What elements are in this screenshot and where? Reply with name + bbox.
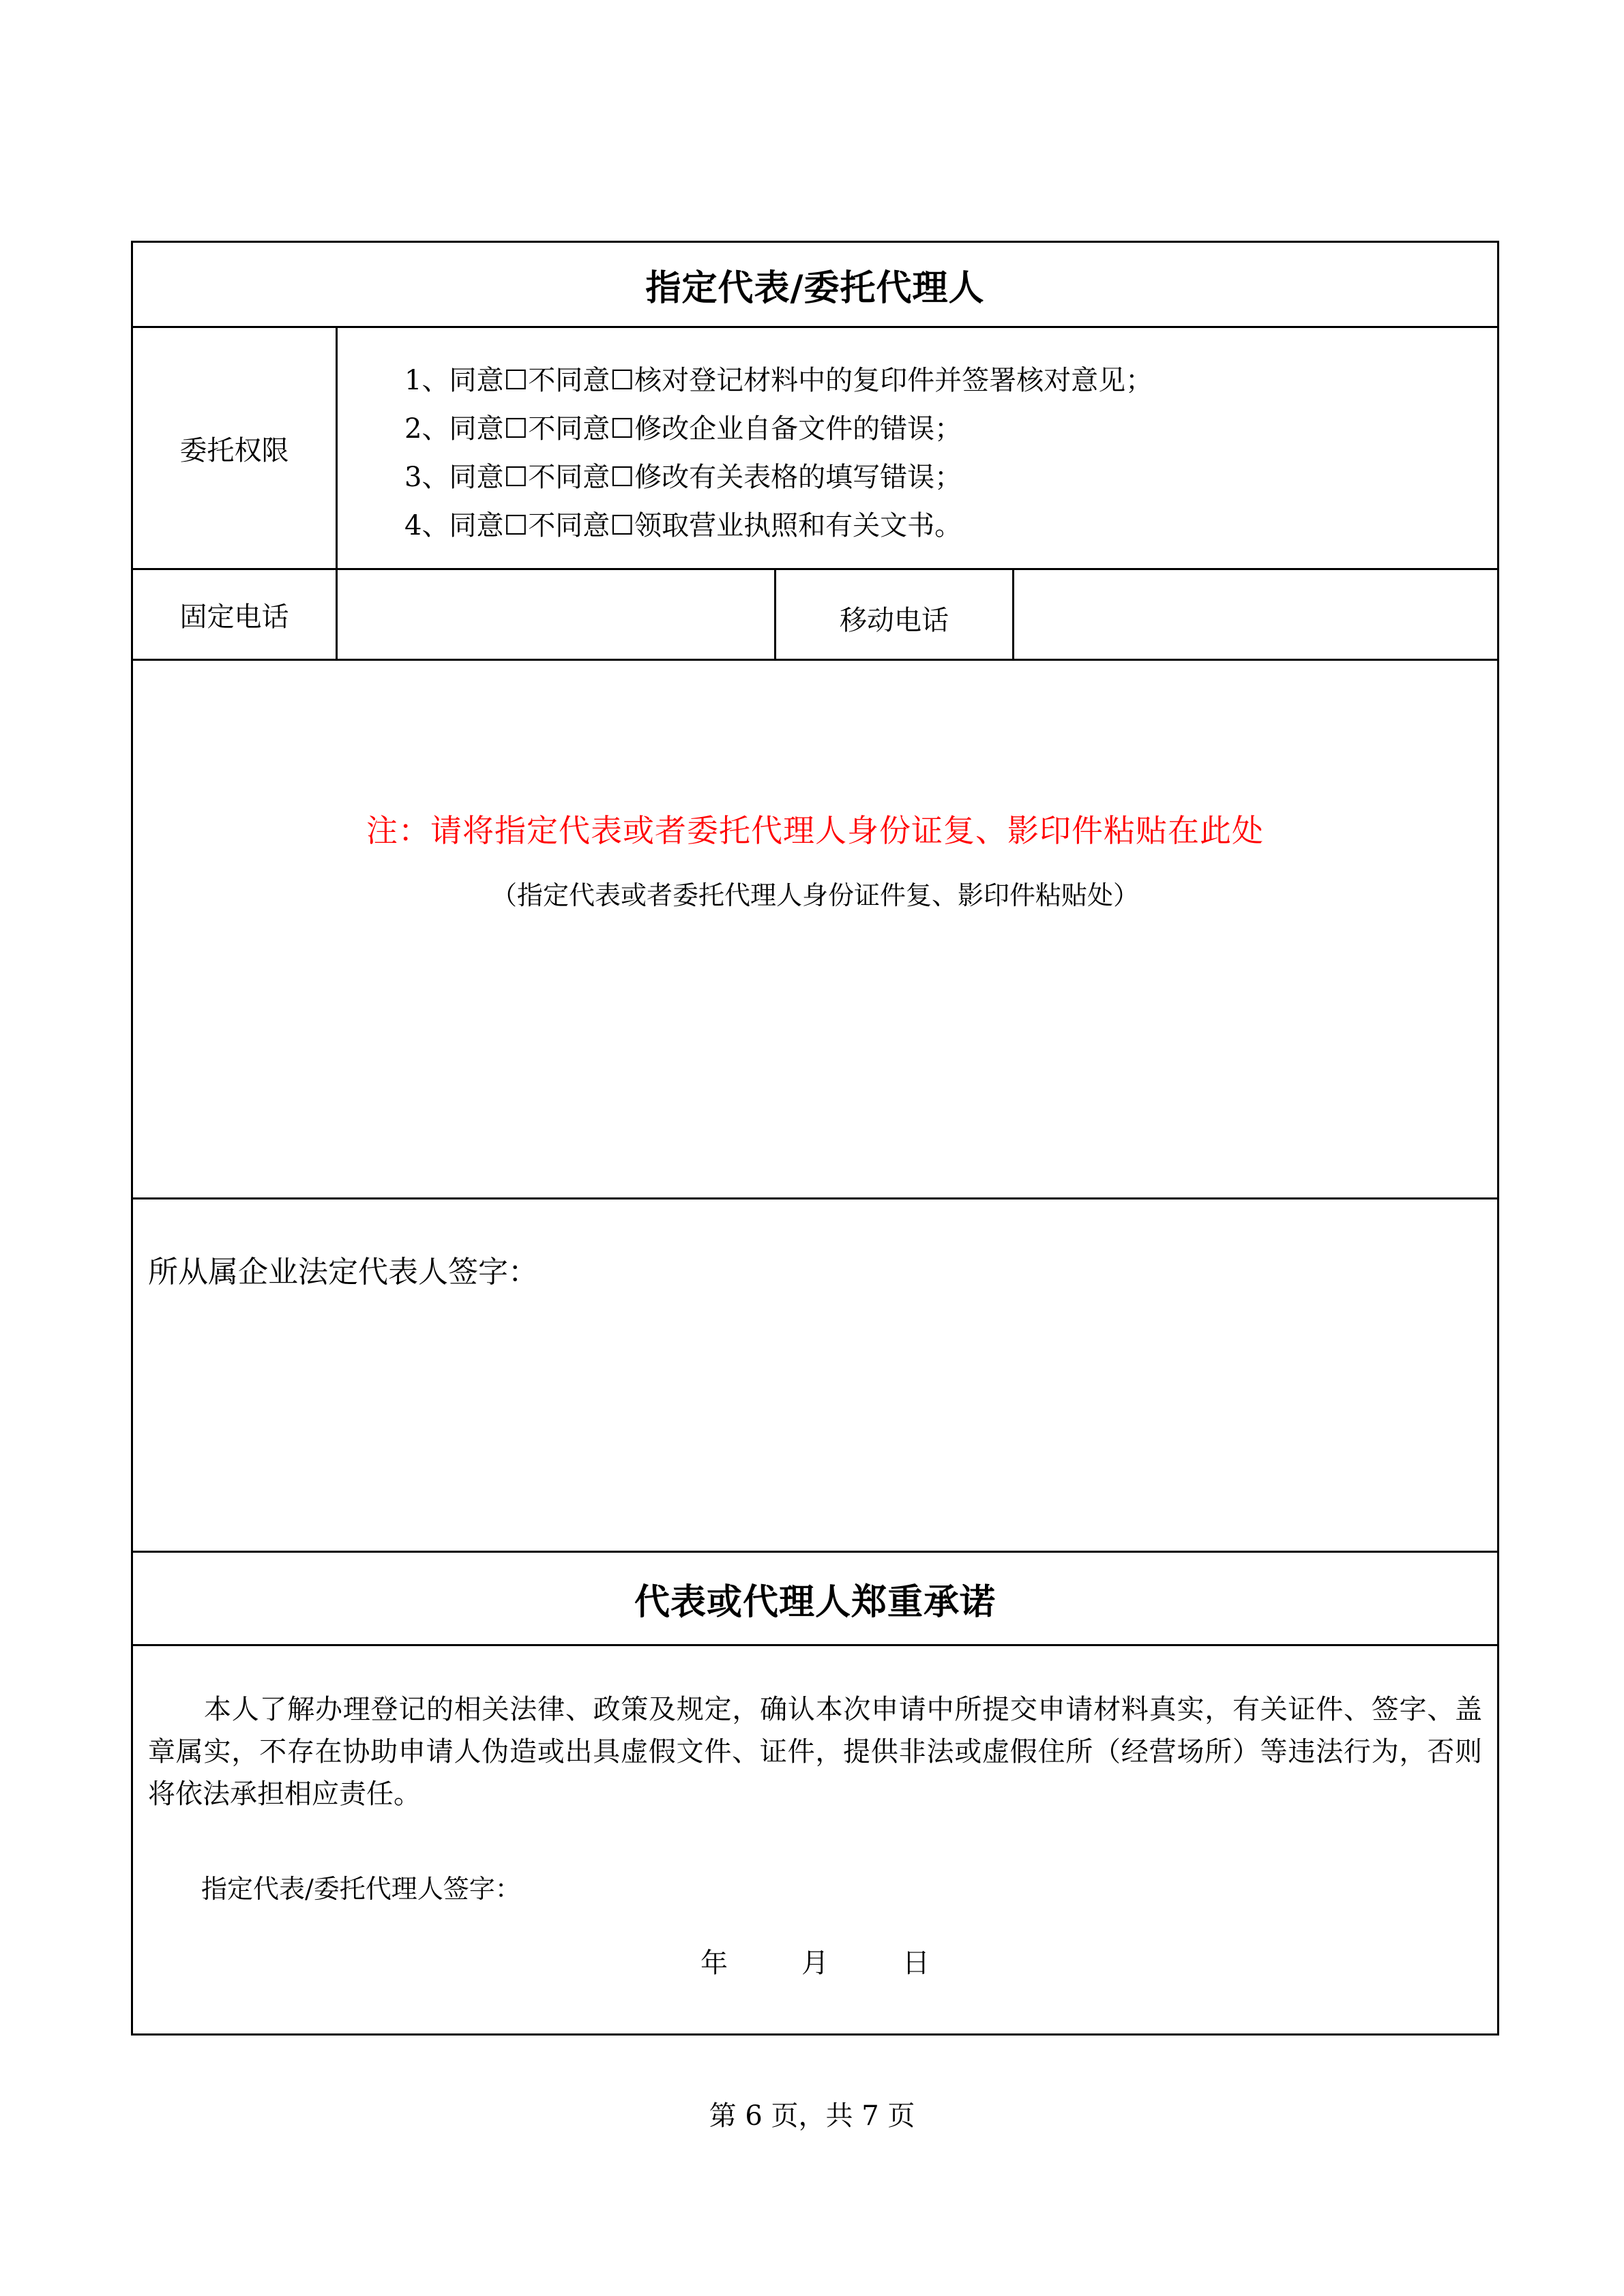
authorization-items <box>338 328 1497 568</box>
authorization-item-2: 2、同意☐不同意☐修改企业自备文件的错误； <box>404 413 962 445</box>
date-month-label: 月 <box>801 1948 829 1979</box>
section-title-agent: 指定代表/委托代理人 <box>645 267 985 309</box>
id-copy-subnote: （指定代表或者委托代理人身份证件复、影印件粘贴处） <box>490 880 1139 910</box>
phone-row <box>133 570 1497 661</box>
section-title-commitment: 代表或代理人郑重承诺 <box>634 1581 996 1623</box>
signature-date <box>133 1941 1497 1980</box>
legal-rep-signature-area[interactable] <box>133 1199 1497 1553</box>
mobile-phone-field[interactable] <box>1014 570 1497 659</box>
commitment-title-row <box>133 1553 1497 1646</box>
date-day-label: 日 <box>902 1948 930 1979</box>
id-copy-area <box>133 661 1497 1199</box>
agent-signature-label: 指定代表/委托代理人签字： <box>201 1874 521 1904</box>
section-title-row <box>133 243 1497 328</box>
authorization-label: 委托权限 <box>133 328 338 568</box>
commitment-area <box>133 1646 1497 2033</box>
authorization-row <box>133 328 1497 570</box>
fixed-phone-field[interactable] <box>338 570 776 659</box>
agent-form-table <box>131 241 1499 2036</box>
mobile-phone-label: 移动电话 <box>776 570 1014 659</box>
authorization-item-3: 3、同意☐不同意☐修改有关表格的填写错误； <box>404 462 962 493</box>
fixed-phone-label: 固定电话 <box>133 570 338 659</box>
date-year-label: 年 <box>700 1948 728 1979</box>
authorization-item-1: 1、同意☐不同意☐核对登记材料中的复印件并签署核对意见； <box>404 365 1153 396</box>
commitment-text: 本人了解办理登记的相关法律、政策及规定，确认本次申请中所提交申请材料真实，有关证件、签字、盖章属实，不存在协助申请人伪造或出具虚假文件、证件，提供非法或虚假住所（经营场所）等违法行为，否则将依法承担相应责任。 <box>148 1694 1482 1810</box>
page-number: 第 6 页，共 7 页 <box>709 2100 915 2132</box>
legal-rep-signature-label: 所从属企业法定代表人签字： <box>148 1255 538 1289</box>
authorization-item-4: 4、同意☐不同意☐领取营业执照和有关文书。 <box>404 510 962 541</box>
id-copy-note: 注：请将指定代表或者委托代理人身份证复、影印件粘贴在此处 <box>366 812 1264 849</box>
